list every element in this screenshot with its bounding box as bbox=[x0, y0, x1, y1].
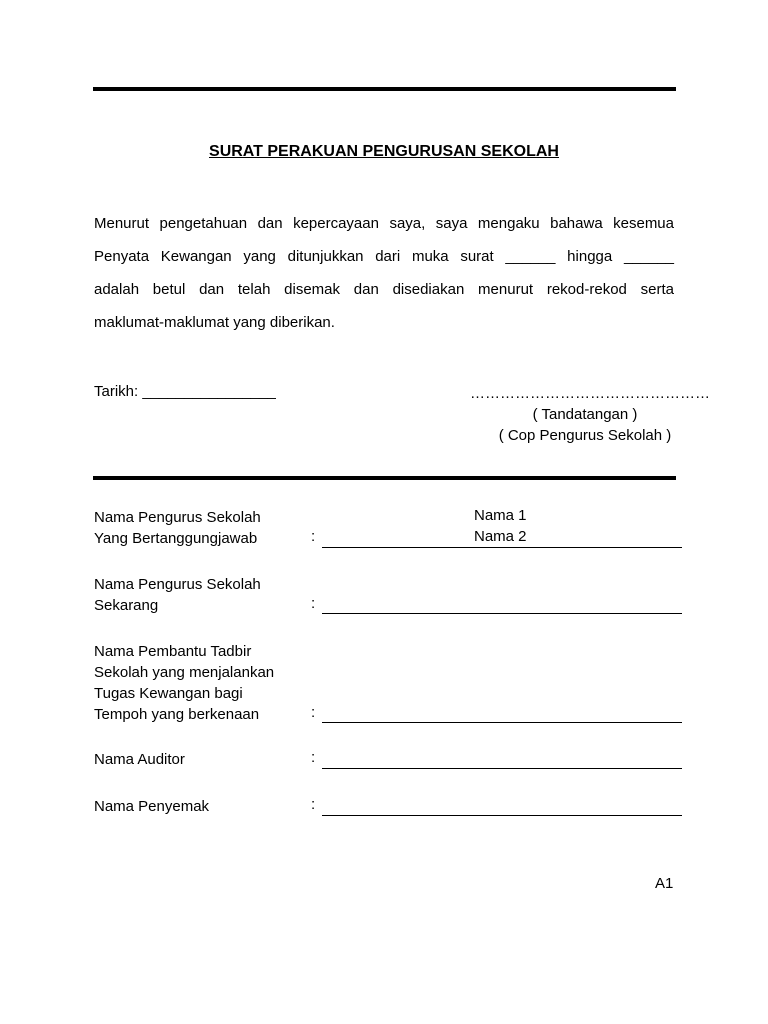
field-label-line: Yang Bertanggungjawab bbox=[94, 530, 258, 547]
field-label-auditor: Nama Auditor bbox=[94, 751, 185, 768]
field-line-auditor bbox=[322, 768, 682, 769]
date-field: Tarikh: ________________ bbox=[94, 383, 276, 400]
signature-dots: ………………………………………… bbox=[470, 385, 710, 402]
field-line-pengurus-bertanggungjawab bbox=[322, 547, 682, 548]
paragraph-line: adalah betul dan telah disemak dan disediakan menurut rekod-rekod serta bbox=[94, 281, 674, 298]
field-value-nama-2: Nama 2 bbox=[474, 528, 527, 545]
middle-rule bbox=[93, 476, 676, 480]
declaration-paragraph bbox=[94, 207, 674, 339]
field-line-pembantu-tadbir bbox=[322, 722, 682, 723]
field-label-pengurus-bertanggungjawab bbox=[94, 507, 261, 549]
field-colon: : bbox=[311, 749, 316, 766]
field-colon: : bbox=[311, 528, 316, 545]
paragraph-line: Penyata Kewangan yang ditunjukkan dari muka surat ______ hingga ______ bbox=[94, 248, 674, 265]
field-label-line: Nama Pembantu Tadbir bbox=[94, 643, 252, 660]
field-label-line: Tugas Kewangan bagi bbox=[94, 685, 243, 702]
field-label-line: Sekarang bbox=[94, 597, 159, 614]
stamp-label: ( Cop Pengurus Sekolah ) bbox=[498, 427, 672, 444]
field-label-pengurus-sekarang bbox=[94, 574, 261, 616]
field-label-line: Sekolah yang menjalankan bbox=[94, 664, 275, 681]
field-line-penyemak bbox=[322, 815, 682, 816]
field-colon: : bbox=[311, 704, 316, 721]
field-value-nama-1: Nama 1 bbox=[474, 507, 527, 524]
field-label-line: Tempoh yang berkenaan bbox=[94, 706, 260, 723]
field-label-pembantu-tadbir bbox=[94, 641, 274, 725]
paragraph-line: Menurut pengetahuan dan kepercayaan saya, saya mengaku bahawa kesemua bbox=[94, 215, 674, 232]
field-line-pengurus-sekarang bbox=[322, 613, 682, 614]
signature-label: ( Tandatangan ) bbox=[532, 406, 638, 423]
top-rule bbox=[93, 87, 676, 91]
page-number: A1 bbox=[655, 875, 674, 892]
field-label-penyemak: Nama Penyemak bbox=[94, 798, 210, 815]
field-colon: : bbox=[311, 595, 316, 612]
signature-block bbox=[470, 383, 710, 446]
field-label-line: Nama Pengurus Sekolah bbox=[94, 509, 261, 526]
paragraph-line: maklumat-maklumat yang diberikan. bbox=[94, 314, 335, 331]
field-colon: : bbox=[311, 796, 316, 813]
document-title: SURAT PERAKUAN PENGURUSAN SEKOLAH bbox=[209, 143, 559, 160]
field-label-line: Nama Pengurus Sekolah bbox=[94, 576, 261, 593]
